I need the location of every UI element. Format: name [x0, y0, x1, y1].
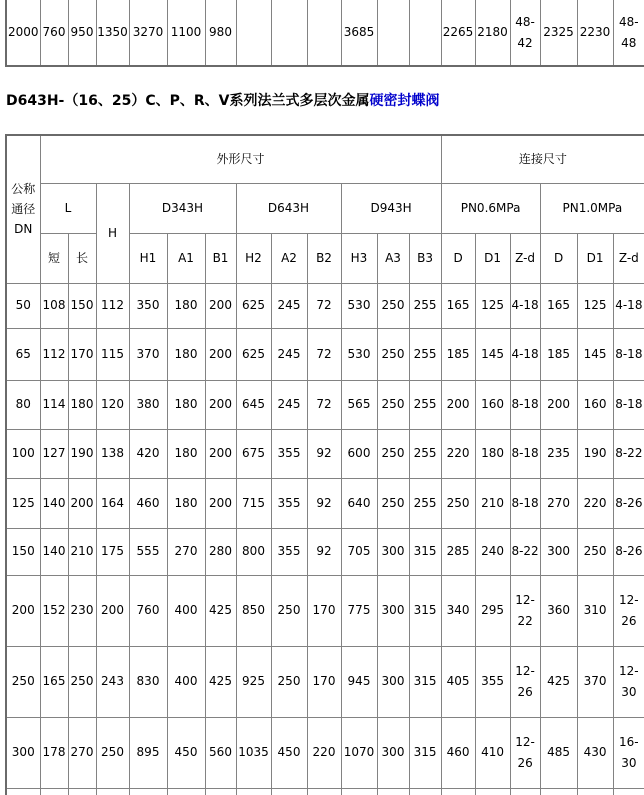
header-l: L	[40, 183, 96, 233]
table-cell: 138	[96, 429, 129, 478]
table-cell: 2230	[577, 0, 613, 66]
header-dn-line: 公称	[11, 182, 36, 197]
table-cell: 645	[236, 380, 271, 429]
table-cell: 410	[475, 717, 510, 788]
table-cell: 165	[540, 283, 577, 328]
table-cell: 355	[271, 528, 307, 575]
table-cell: 220	[577, 478, 613, 528]
table-cell: 850	[236, 575, 271, 646]
table-cell: 255	[409, 478, 441, 528]
header-pn06: PN0.6MPa	[441, 183, 540, 233]
table-cell: 235	[540, 429, 577, 478]
table-cell: 240	[475, 528, 510, 575]
table-cell: 250	[441, 478, 475, 528]
table-cell: 114	[40, 380, 68, 429]
table-row	[6, 429, 644, 478]
table-cell: 425	[540, 646, 577, 717]
table-cell: 270	[167, 528, 205, 575]
valve-spec-table	[5, 134, 644, 795]
table-cell: 200	[68, 478, 96, 528]
table-cell: 250	[377, 283, 409, 328]
table-cell	[271, 0, 307, 66]
table-cell: 625	[236, 328, 271, 380]
table-cell: 72	[307, 380, 341, 429]
table-cell: 760	[40, 0, 68, 66]
table-cell: 925	[236, 646, 271, 717]
table-cell: 200	[205, 283, 236, 328]
table-cell: 200	[205, 478, 236, 528]
table-cell: 145	[475, 328, 510, 380]
table-cell: 165	[441, 283, 475, 328]
table-cell: 48-42	[510, 0, 540, 66]
table-cell: 12-26	[510, 646, 540, 717]
table-cell: 210	[68, 528, 96, 575]
table-cell: 16-30	[613, 717, 644, 788]
table-cell: 450	[167, 717, 205, 788]
header-pn10: PN1.0MPa	[540, 183, 644, 233]
table-cell: 255	[409, 380, 441, 429]
table-cell	[577, 788, 613, 795]
table-cell: 760	[129, 575, 167, 646]
table-cell: D1	[475, 233, 510, 283]
header-dn-line: DN	[14, 222, 33, 237]
table-cell: 180	[167, 478, 205, 528]
table-cell: 280	[205, 528, 236, 575]
table-cell: 530	[341, 328, 377, 380]
table-cell: 160	[577, 380, 613, 429]
header-connection-dimensions: 连接尺寸	[441, 135, 644, 183]
table-cell: 555	[129, 528, 167, 575]
table-cell: 300	[377, 646, 409, 717]
table-cell: 270	[540, 478, 577, 528]
table-cell: 178	[40, 717, 68, 788]
table-cell: 200	[205, 429, 236, 478]
table-cell: B3	[409, 233, 441, 283]
table-cell: 112	[96, 283, 129, 328]
table-row	[6, 283, 644, 328]
table-cell	[613, 788, 644, 795]
spec-table-body	[6, 283, 644, 795]
table-cell: 175	[96, 528, 129, 575]
table-cell: 92	[307, 528, 341, 575]
table-cell: 895	[129, 717, 167, 788]
header-d343h: D343H	[129, 183, 236, 233]
section-title	[6, 93, 644, 109]
table-cell: 250	[271, 575, 307, 646]
table-cell: 108	[40, 283, 68, 328]
table-cell: 315	[409, 575, 441, 646]
table-cell: 255	[409, 328, 441, 380]
table-cell: 705	[341, 528, 377, 575]
table-cell: 72	[307, 283, 341, 328]
table-cell: 300	[540, 528, 577, 575]
header-h: H	[96, 183, 129, 283]
header-dn	[6, 135, 40, 283]
table-cell	[341, 788, 377, 795]
table-cell	[236, 0, 271, 66]
table-cell: 715	[236, 478, 271, 528]
table-cell: 125	[6, 478, 40, 528]
table-cell: 165	[40, 646, 68, 717]
table-cell: 12-22	[510, 575, 540, 646]
table-cell: 1035	[236, 717, 271, 788]
table-cell: H3	[341, 233, 377, 283]
table-cell: 460	[441, 717, 475, 788]
table-cell: 250	[377, 380, 409, 429]
table-cell: 8-26	[613, 528, 644, 575]
table-cell: 355	[271, 478, 307, 528]
table-cell: 220	[441, 429, 475, 478]
table-cell: 8-26	[613, 478, 644, 528]
table-cell: 250	[377, 328, 409, 380]
table-cell: 315	[409, 717, 441, 788]
table-cell: 12-26	[510, 717, 540, 788]
table-cell: 8-22	[613, 429, 644, 478]
table-cell: 8-18	[613, 328, 644, 380]
title-text: D643H-（16、25）C、P、R、V系列法兰式多层次金属	[6, 93, 370, 109]
table-cell: 295	[475, 575, 510, 646]
table-cell: 1100	[167, 0, 205, 66]
table-cell: 120	[96, 380, 129, 429]
table-cell: 285	[441, 528, 475, 575]
table-cell: A3	[377, 233, 409, 283]
table-cell: 980	[205, 0, 236, 66]
table-cell: 250	[96, 717, 129, 788]
table-cell: 160	[475, 380, 510, 429]
table-cell: 950	[68, 0, 96, 66]
table-cell: 3685	[341, 0, 377, 66]
table-cell: 255	[409, 429, 441, 478]
table-cell: 180	[167, 283, 205, 328]
table-cell: 350	[129, 283, 167, 328]
table-cell: 48-48	[613, 0, 644, 66]
table-cell: 2265	[441, 0, 475, 66]
table-cell: 2000	[6, 0, 40, 66]
table-cell: 185	[441, 328, 475, 380]
table-cell	[307, 0, 341, 66]
table-cell: 185	[540, 328, 577, 380]
table-cell: 300	[377, 528, 409, 575]
table-cell: 230	[68, 575, 96, 646]
table-cell: 300	[377, 575, 409, 646]
table-cell: 8-18	[613, 380, 644, 429]
table-cell: 425	[205, 575, 236, 646]
table-cell: 170	[307, 646, 341, 717]
table-cell: 315	[409, 528, 441, 575]
table-cell: 675	[236, 429, 271, 478]
table-cell: H2	[236, 233, 271, 283]
table-cell	[68, 788, 96, 795]
table-cell	[441, 788, 475, 795]
header-d943h: D943H	[341, 183, 441, 233]
table-cell: 430	[577, 717, 613, 788]
header-dn-line: 通径	[11, 202, 36, 217]
table-cell: 12-30	[613, 646, 644, 717]
upper-spec-table	[5, 0, 644, 67]
table-cell	[377, 788, 409, 795]
table-row	[6, 788, 644, 795]
table-cell: 127	[40, 429, 68, 478]
table-cell: 370	[577, 646, 613, 717]
table-cell: 245	[271, 328, 307, 380]
table-cell: 8-22	[510, 528, 540, 575]
table-cell	[167, 788, 205, 795]
table-cell: 180	[167, 380, 205, 429]
table-cell: 270	[68, 717, 96, 788]
table-cell: 190	[577, 429, 613, 478]
table-row	[6, 478, 644, 528]
table-cell	[409, 0, 441, 66]
table-cell: 140	[40, 478, 68, 528]
table-row	[6, 528, 644, 575]
table-cell: 4-18	[510, 283, 540, 328]
table-cell: 2180	[475, 0, 510, 66]
table-row	[6, 0, 644, 66]
table-cell: 92	[307, 478, 341, 528]
table-cell: 360	[540, 575, 577, 646]
title-highlight-text: 硬密封蝶阀	[369, 93, 440, 109]
table-cell	[540, 788, 577, 795]
table-cell: 250	[6, 646, 40, 717]
table-cell: 150	[68, 283, 96, 328]
table-cell: 115	[96, 328, 129, 380]
table-cell: 145	[577, 328, 613, 380]
table-cell: 250	[271, 646, 307, 717]
table-cell: 152	[40, 575, 68, 646]
header-row-groups	[6, 135, 644, 183]
table-cell: 380	[129, 380, 167, 429]
table-cell: 625	[236, 283, 271, 328]
table-cell: 180	[68, 380, 96, 429]
table-cell: 8-18	[510, 429, 540, 478]
table-cell	[236, 788, 271, 795]
table-cell: Z-d	[613, 233, 644, 283]
table-cell: 200	[540, 380, 577, 429]
table-cell: 92	[307, 429, 341, 478]
table-cell: 1350	[96, 0, 129, 66]
table-cell	[307, 788, 341, 795]
table-cell: 945	[341, 646, 377, 717]
table-cell: 530	[341, 283, 377, 328]
table-cell: 640	[341, 478, 377, 528]
table-cell	[6, 788, 40, 795]
table-row	[6, 380, 644, 429]
table-cell: 565	[341, 380, 377, 429]
table-cell: 12-26	[613, 575, 644, 646]
table-cell: 180	[167, 429, 205, 478]
table-cell: 200	[96, 575, 129, 646]
table-cell: 150	[6, 528, 40, 575]
table-cell	[377, 0, 409, 66]
table-cell: 190	[68, 429, 96, 478]
table-cell: 250	[377, 429, 409, 478]
table-cell: 340	[441, 575, 475, 646]
table-cell: Z-d	[510, 233, 540, 283]
table-cell: 4-18	[510, 328, 540, 380]
table-cell: 425	[205, 646, 236, 717]
table-cell: 2325	[540, 0, 577, 66]
table-cell: 315	[409, 646, 441, 717]
table-cell: A1	[167, 233, 205, 283]
table-row	[6, 328, 644, 380]
table-cell: 600	[341, 429, 377, 478]
table-cell: H1	[129, 233, 167, 283]
table-cell: 355	[475, 646, 510, 717]
table-cell: 140	[40, 528, 68, 575]
table-cell	[205, 788, 236, 795]
table-cell: 250	[377, 478, 409, 528]
table-cell: 长	[68, 233, 96, 283]
table-row	[6, 646, 644, 717]
header-outline-dimensions: 外形尺寸	[40, 135, 441, 183]
table-cell: 72	[307, 328, 341, 380]
table-cell: B1	[205, 233, 236, 283]
table-cell: 80	[6, 380, 40, 429]
table-cell: 1070	[341, 717, 377, 788]
table-cell: 400	[167, 646, 205, 717]
table-cell	[129, 788, 167, 795]
table-cell: 180	[167, 328, 205, 380]
table-cell: 125	[577, 283, 613, 328]
table-cell: 8-18	[510, 380, 540, 429]
table-cell: 370	[129, 328, 167, 380]
table-cell: B2	[307, 233, 341, 283]
table-cell: 8-18	[510, 478, 540, 528]
table-cell: 830	[129, 646, 167, 717]
table-cell: 300	[377, 717, 409, 788]
table-cell: 200	[441, 380, 475, 429]
table-cell	[475, 788, 510, 795]
table-cell: 485	[540, 717, 577, 788]
table-cell: 775	[341, 575, 377, 646]
table-cell: 800	[236, 528, 271, 575]
table-cell: 112	[40, 328, 68, 380]
table-cell: 255	[409, 283, 441, 328]
table-cell: D1	[577, 233, 613, 283]
table-cell: 50	[6, 283, 40, 328]
table-cell: A2	[271, 233, 307, 283]
table-cell: 180	[475, 429, 510, 478]
table-cell	[409, 788, 441, 795]
table-cell: 200	[6, 575, 40, 646]
header-row-series	[6, 183, 644, 233]
table-cell: 210	[475, 478, 510, 528]
table-cell: 250	[577, 528, 613, 575]
table-cell: 243	[96, 646, 129, 717]
table-cell: 420	[129, 429, 167, 478]
table-cell	[96, 788, 129, 795]
table-cell: 200	[205, 328, 236, 380]
table-cell: 100	[6, 429, 40, 478]
table-cell: 405	[441, 646, 475, 717]
table-cell: 250	[68, 646, 96, 717]
table-cell: 170	[307, 575, 341, 646]
table-cell: 170	[68, 328, 96, 380]
table-cell: 245	[271, 380, 307, 429]
table-cell: 400	[167, 575, 205, 646]
table-cell: 450	[271, 717, 307, 788]
table-cell: 355	[271, 429, 307, 478]
table-cell: 65	[6, 328, 40, 380]
table-cell: 200	[205, 380, 236, 429]
table-row	[6, 575, 644, 646]
table-cell: 460	[129, 478, 167, 528]
table-cell: 245	[271, 283, 307, 328]
table-cell: 300	[6, 717, 40, 788]
table-cell: 310	[577, 575, 613, 646]
table-cell: 164	[96, 478, 129, 528]
table-cell: 短	[40, 233, 68, 283]
table-cell: 560	[205, 717, 236, 788]
table-row	[6, 717, 644, 788]
table-cell: D	[540, 233, 577, 283]
header-d643h: D643H	[236, 183, 341, 233]
table-cell	[271, 788, 307, 795]
table-cell	[40, 788, 68, 795]
table-cell: D	[441, 233, 475, 283]
table-cell: 3270	[129, 0, 167, 66]
table-cell: 125	[475, 283, 510, 328]
table-cell: 220	[307, 717, 341, 788]
table-cell: 4-18	[613, 283, 644, 328]
table-cell	[510, 788, 540, 795]
